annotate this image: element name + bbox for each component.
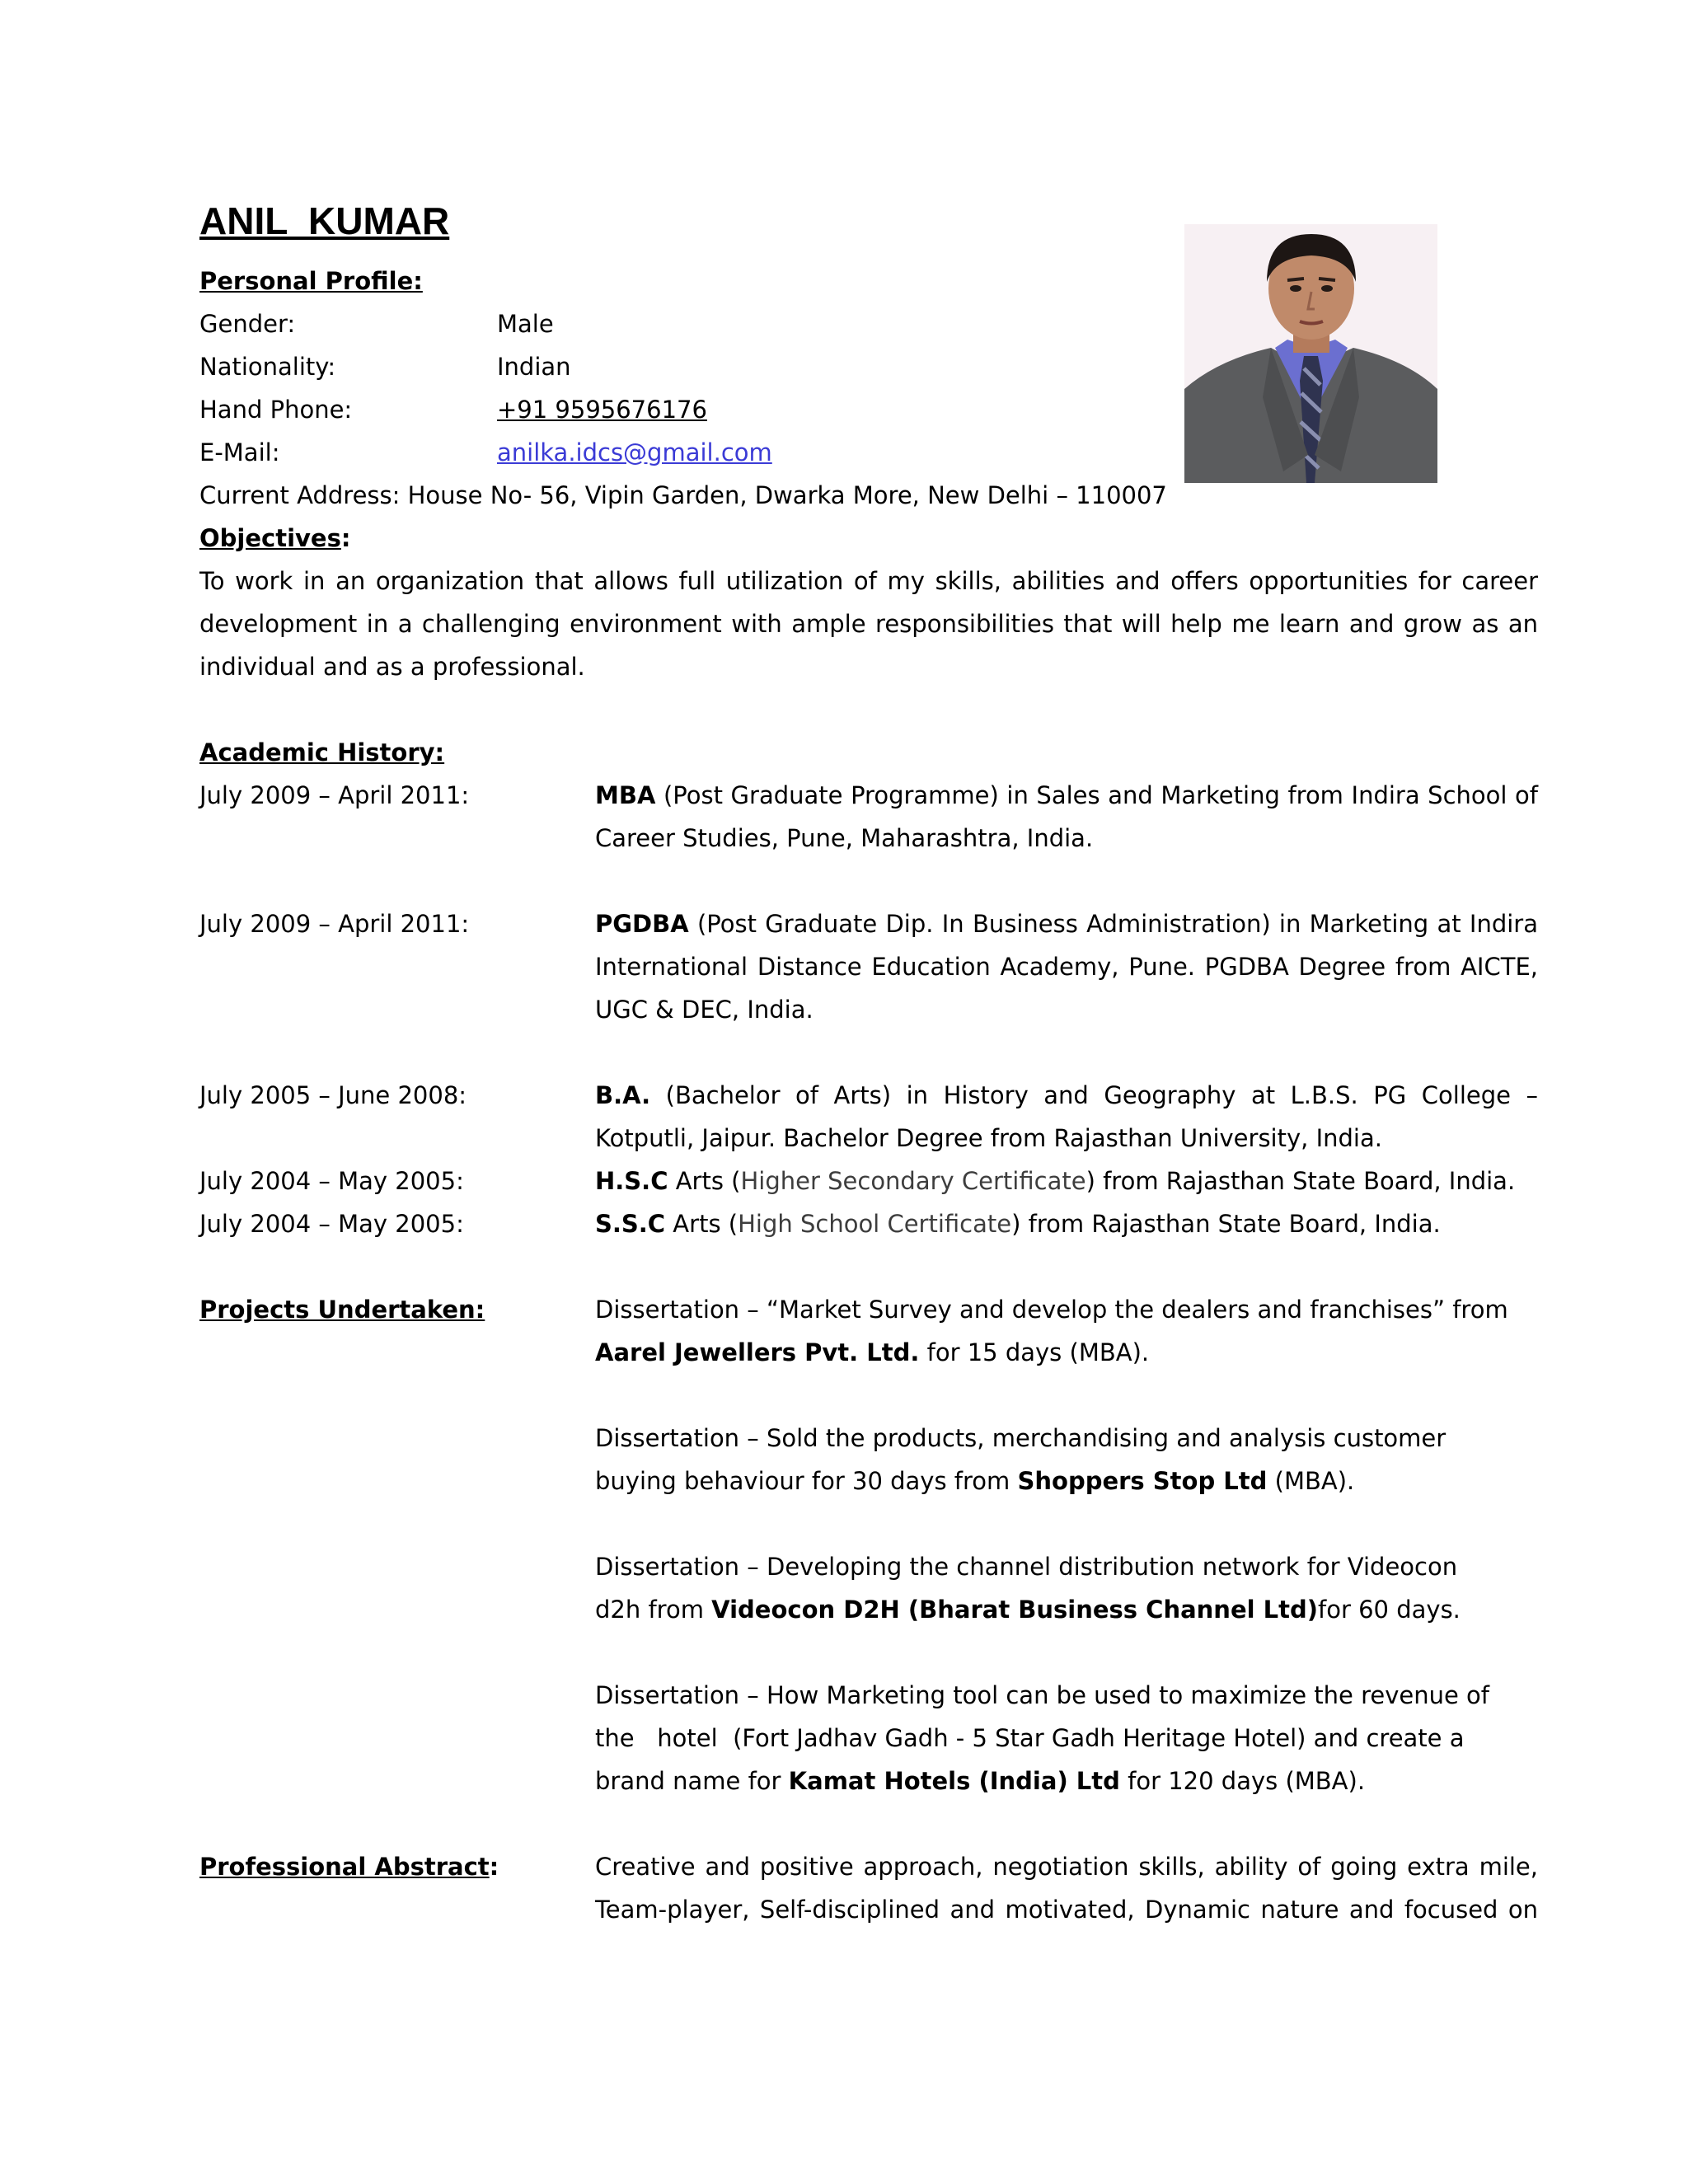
project-line: Dissertation – How Marketing tool can be used to maximize the revenue of [595, 1681, 1489, 1709]
project-company: Shoppers Stop Ltd [1017, 1467, 1268, 1495]
degree-name: B.A. [595, 1081, 651, 1109]
academic-entry-ba [595, 1074, 1538, 1160]
degree-prefix: Arts ( [668, 1167, 741, 1195]
degree-details: (Post Graduate Programme) in Sales and Marketing from Indira School of Career Studies, Pune, Maharashtra, India. [595, 781, 1538, 852]
nationality-value: Indian [497, 353, 571, 381]
certificate-name: High School Certificate [738, 1210, 1012, 1238]
project-text: brand name for [595, 1767, 789, 1795]
project-line: Dissertation – “Market Survey and develop the dealers and franchises” from [595, 1296, 1508, 1324]
objectives-colon: : [340, 524, 351, 552]
academic-entry-pgdba [595, 902, 1538, 1031]
degree-details: (Bachelor of Arts) in History and Geography at L.B.S. PG College – Kotputli, Jaipur. Bachelor Degree from Rajasthan University, India. [595, 1081, 1538, 1152]
profile-photo-image [1184, 224, 1437, 483]
objectives-heading: Objectives [199, 524, 341, 552]
email-label: E-Mail: [199, 438, 280, 466]
academic-date: July 2009 – April 2011: [199, 781, 470, 809]
project-company: Videocon D2H (Bharat Business Channel Ltd) [711, 1596, 1319, 1624]
project-line [595, 1460, 1538, 1502]
gender-value: Male [497, 310, 554, 338]
phone-label: Hand Phone: [199, 396, 353, 424]
degree-prefix: Arts ( [665, 1210, 738, 1238]
degree-name: MBA [595, 781, 656, 809]
degree-name: S.S.C [595, 1210, 666, 1238]
project-duration: for 15 days (MBA). [919, 1338, 1150, 1366]
professional-abstract-heading-line [199, 1845, 499, 1888]
profile-photo [1184, 224, 1437, 483]
personal-profile-heading: Personal Profile: [199, 267, 423, 295]
project-line: Dissertation – Developing the channel distribution network for Videocon [595, 1553, 1458, 1581]
academic-entry-hsc [595, 1160, 1538, 1202]
degree-suffix: ) from Rajasthan State Board, India. [1085, 1167, 1516, 1195]
academic-date: July 2004 – May 2005: [199, 1167, 464, 1195]
project-line: Dissertation – Sold the products, merchandising and analysis customer [595, 1424, 1447, 1452]
projects-heading: Projects Undertaken: [199, 1296, 485, 1324]
project-company: Aarel Jewellers Pvt. Ltd. [595, 1338, 920, 1366]
phone-link[interactable]: +91 9595676176 [497, 396, 707, 424]
email-link[interactable]: anilka.idcs@gmail.com [497, 438, 772, 466]
academic-date: July 2009 – April 2011: [199, 910, 470, 938]
academic-date: July 2004 – May 2005: [199, 1210, 464, 1238]
objectives-heading-line [199, 517, 350, 560]
project-line [595, 1331, 1538, 1374]
current-address: Current Address: House No- 56, Vipin Garden, Dwarka More, New Delhi – 110007 [199, 481, 1167, 509]
project-line [595, 1760, 1538, 1802]
project-duration: for 60 days. [1318, 1596, 1461, 1624]
academic-history-heading: Academic History: [199, 738, 445, 766]
nationality-label: Nationality: [199, 353, 336, 381]
candidate-name: ANIL KUMAR [199, 199, 450, 242]
project-duration: for 120 days (MBA). [1119, 1767, 1366, 1795]
degree-name: PGDBA [595, 910, 689, 938]
project-company: Kamat Hotels (India) Ltd [788, 1767, 1120, 1795]
project-text: d2h from [595, 1596, 712, 1624]
professional-abstract-heading: Professional Abstract [199, 1853, 490, 1881]
degree-details: (Post Graduate Dip. In Business Administration) in Marketing at Indira International Distance Education Academy, Pune. PGDBA Degree from AICTE, UGC & DEC, India. [595, 910, 1538, 1024]
degree-suffix: ) from Rajasthan State Board, India. [1011, 1210, 1441, 1238]
degree-name: H.S.C [595, 1167, 668, 1195]
project-duration: (MBA). [1267, 1467, 1355, 1495]
professional-abstract-text: Creative and positive approach, negotiation skills, ability of going extra mile, Team-player, Self-disciplined and motivated, Dynamic nature and focused on [595, 1853, 1538, 1924]
gender-label: Gender: [199, 310, 296, 338]
academic-entry-ssc [595, 1202, 1538, 1245]
abstract-colon: : [489, 1853, 499, 1881]
project-line [595, 1588, 1538, 1631]
objectives-text: To work in an organization that allows full utilization of my skills, abilities and offers opportunities for career development in a challenging environment with ample responsibilities that will help me learn and grow as an individual and as a professional. [199, 567, 1538, 681]
project-line: the hotel (Fort Jadhav Gadh - 5 Star Gadh Heritage Hotel) and create a [595, 1724, 1465, 1752]
academic-entry-mba [595, 774, 1538, 860]
certificate-name: Higher Secondary Certificate [740, 1167, 1086, 1195]
project-text: buying behaviour for 30 days from [595, 1467, 1018, 1495]
academic-date: July 2005 – June 2008: [199, 1081, 467, 1109]
